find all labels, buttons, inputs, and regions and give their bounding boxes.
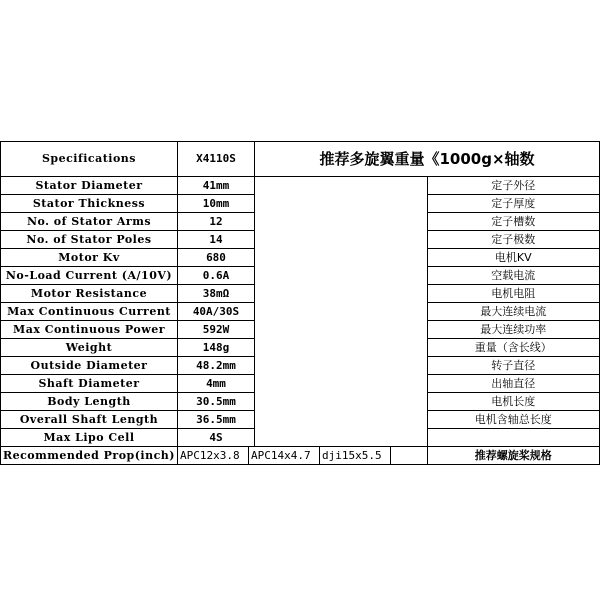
spec-label: Motor Kv <box>1 249 178 267</box>
spec-value: 14 <box>178 231 255 249</box>
spec-value: 48.2mm <box>178 357 255 375</box>
prop-values <box>178 447 427 464</box>
spec-value: 592W <box>178 321 255 339</box>
table-row <box>1 177 600 195</box>
spec-value: 30.5mm <box>178 393 255 411</box>
spec-label: No. of Stator Arms <box>1 213 178 231</box>
spec-value: 680 <box>178 249 255 267</box>
spec-value: 41mm <box>178 177 255 195</box>
cn-title-header: 推荐多旋翼重量《1000g×轴数 <box>255 142 600 177</box>
spec-label: Weight <box>1 339 178 357</box>
spec-value: 0.6A <box>178 267 255 285</box>
spec-table <box>0 141 600 465</box>
spec-cn-label: 电机电阻 <box>427 285 600 303</box>
spec-cn-label: 定子槽数 <box>427 213 600 231</box>
header-row <box>1 142 600 177</box>
spec-label: Motor Resistance <box>1 285 178 303</box>
blank-column <box>255 177 428 447</box>
spec-label: Max Continuous Power <box>1 321 178 339</box>
prop-values-cell <box>178 447 428 465</box>
spec-value: 38mΩ <box>178 285 255 303</box>
spec-value: 36.5mm <box>178 411 255 429</box>
model-header: X4110S <box>178 142 255 177</box>
spec-label: Max Lipo Cell <box>1 429 178 447</box>
spec-label: No. of Stator Poles <box>1 231 178 249</box>
spec-cn-label: 定子厚度 <box>427 195 600 213</box>
spec-cn-label: 转子直径 <box>427 357 600 375</box>
specifications-header: Specifications <box>1 142 178 177</box>
spec-cn-label: 最大连续功率 <box>427 321 600 339</box>
spec-label: Overall Shaft Length <box>1 411 178 429</box>
prop-empty <box>391 447 428 464</box>
spec-label: Outside Diameter <box>1 357 178 375</box>
spec-cn-label: 电机KV <box>427 249 600 267</box>
spec-label: Body Length <box>1 393 178 411</box>
spec-label: Stator Diameter <box>1 177 178 195</box>
prop-values-row <box>178 447 427 464</box>
spec-value: 4mm <box>178 375 255 393</box>
spec-cn-label: 空载电流 <box>427 267 600 285</box>
prop-cn-label: 推荐螺旋桨规格 <box>427 447 600 465</box>
spec-value: 12 <box>178 213 255 231</box>
spec-cn-label: 出轴直径 <box>427 375 600 393</box>
spec-cn-label: 定子外径 <box>427 177 600 195</box>
prop-option: dji15x5.5 <box>320 447 391 464</box>
spec-cn-label: 重量（含长线） <box>427 339 600 357</box>
prop-label: Recommended Prop(inch) <box>1 447 178 465</box>
spec-value: 10mm <box>178 195 255 213</box>
spec-value: 4S <box>178 429 255 447</box>
spec-label: No-Load Current (A/10V) <box>1 267 178 285</box>
prop-option: APC14x4.7 <box>249 447 320 464</box>
prop-row <box>1 447 600 465</box>
prop-option: APC12x3.8 <box>178 447 249 464</box>
spec-label: Stator Thickness <box>1 195 178 213</box>
spec-cn-label: 电机长度 <box>427 393 600 411</box>
spec-label: Shaft Diameter <box>1 375 178 393</box>
spec-cn-label: 电机含轴总长度 <box>427 411 600 429</box>
spec-cn-label <box>427 429 600 447</box>
spec-value: 40A/30S <box>178 303 255 321</box>
spec-cn-label: 最大连续电流 <box>427 303 600 321</box>
spec-label: Max Continuous Current <box>1 303 178 321</box>
spec-sheet <box>0 141 600 460</box>
spec-value: 148g <box>178 339 255 357</box>
spec-cn-label: 定子极数 <box>427 231 600 249</box>
